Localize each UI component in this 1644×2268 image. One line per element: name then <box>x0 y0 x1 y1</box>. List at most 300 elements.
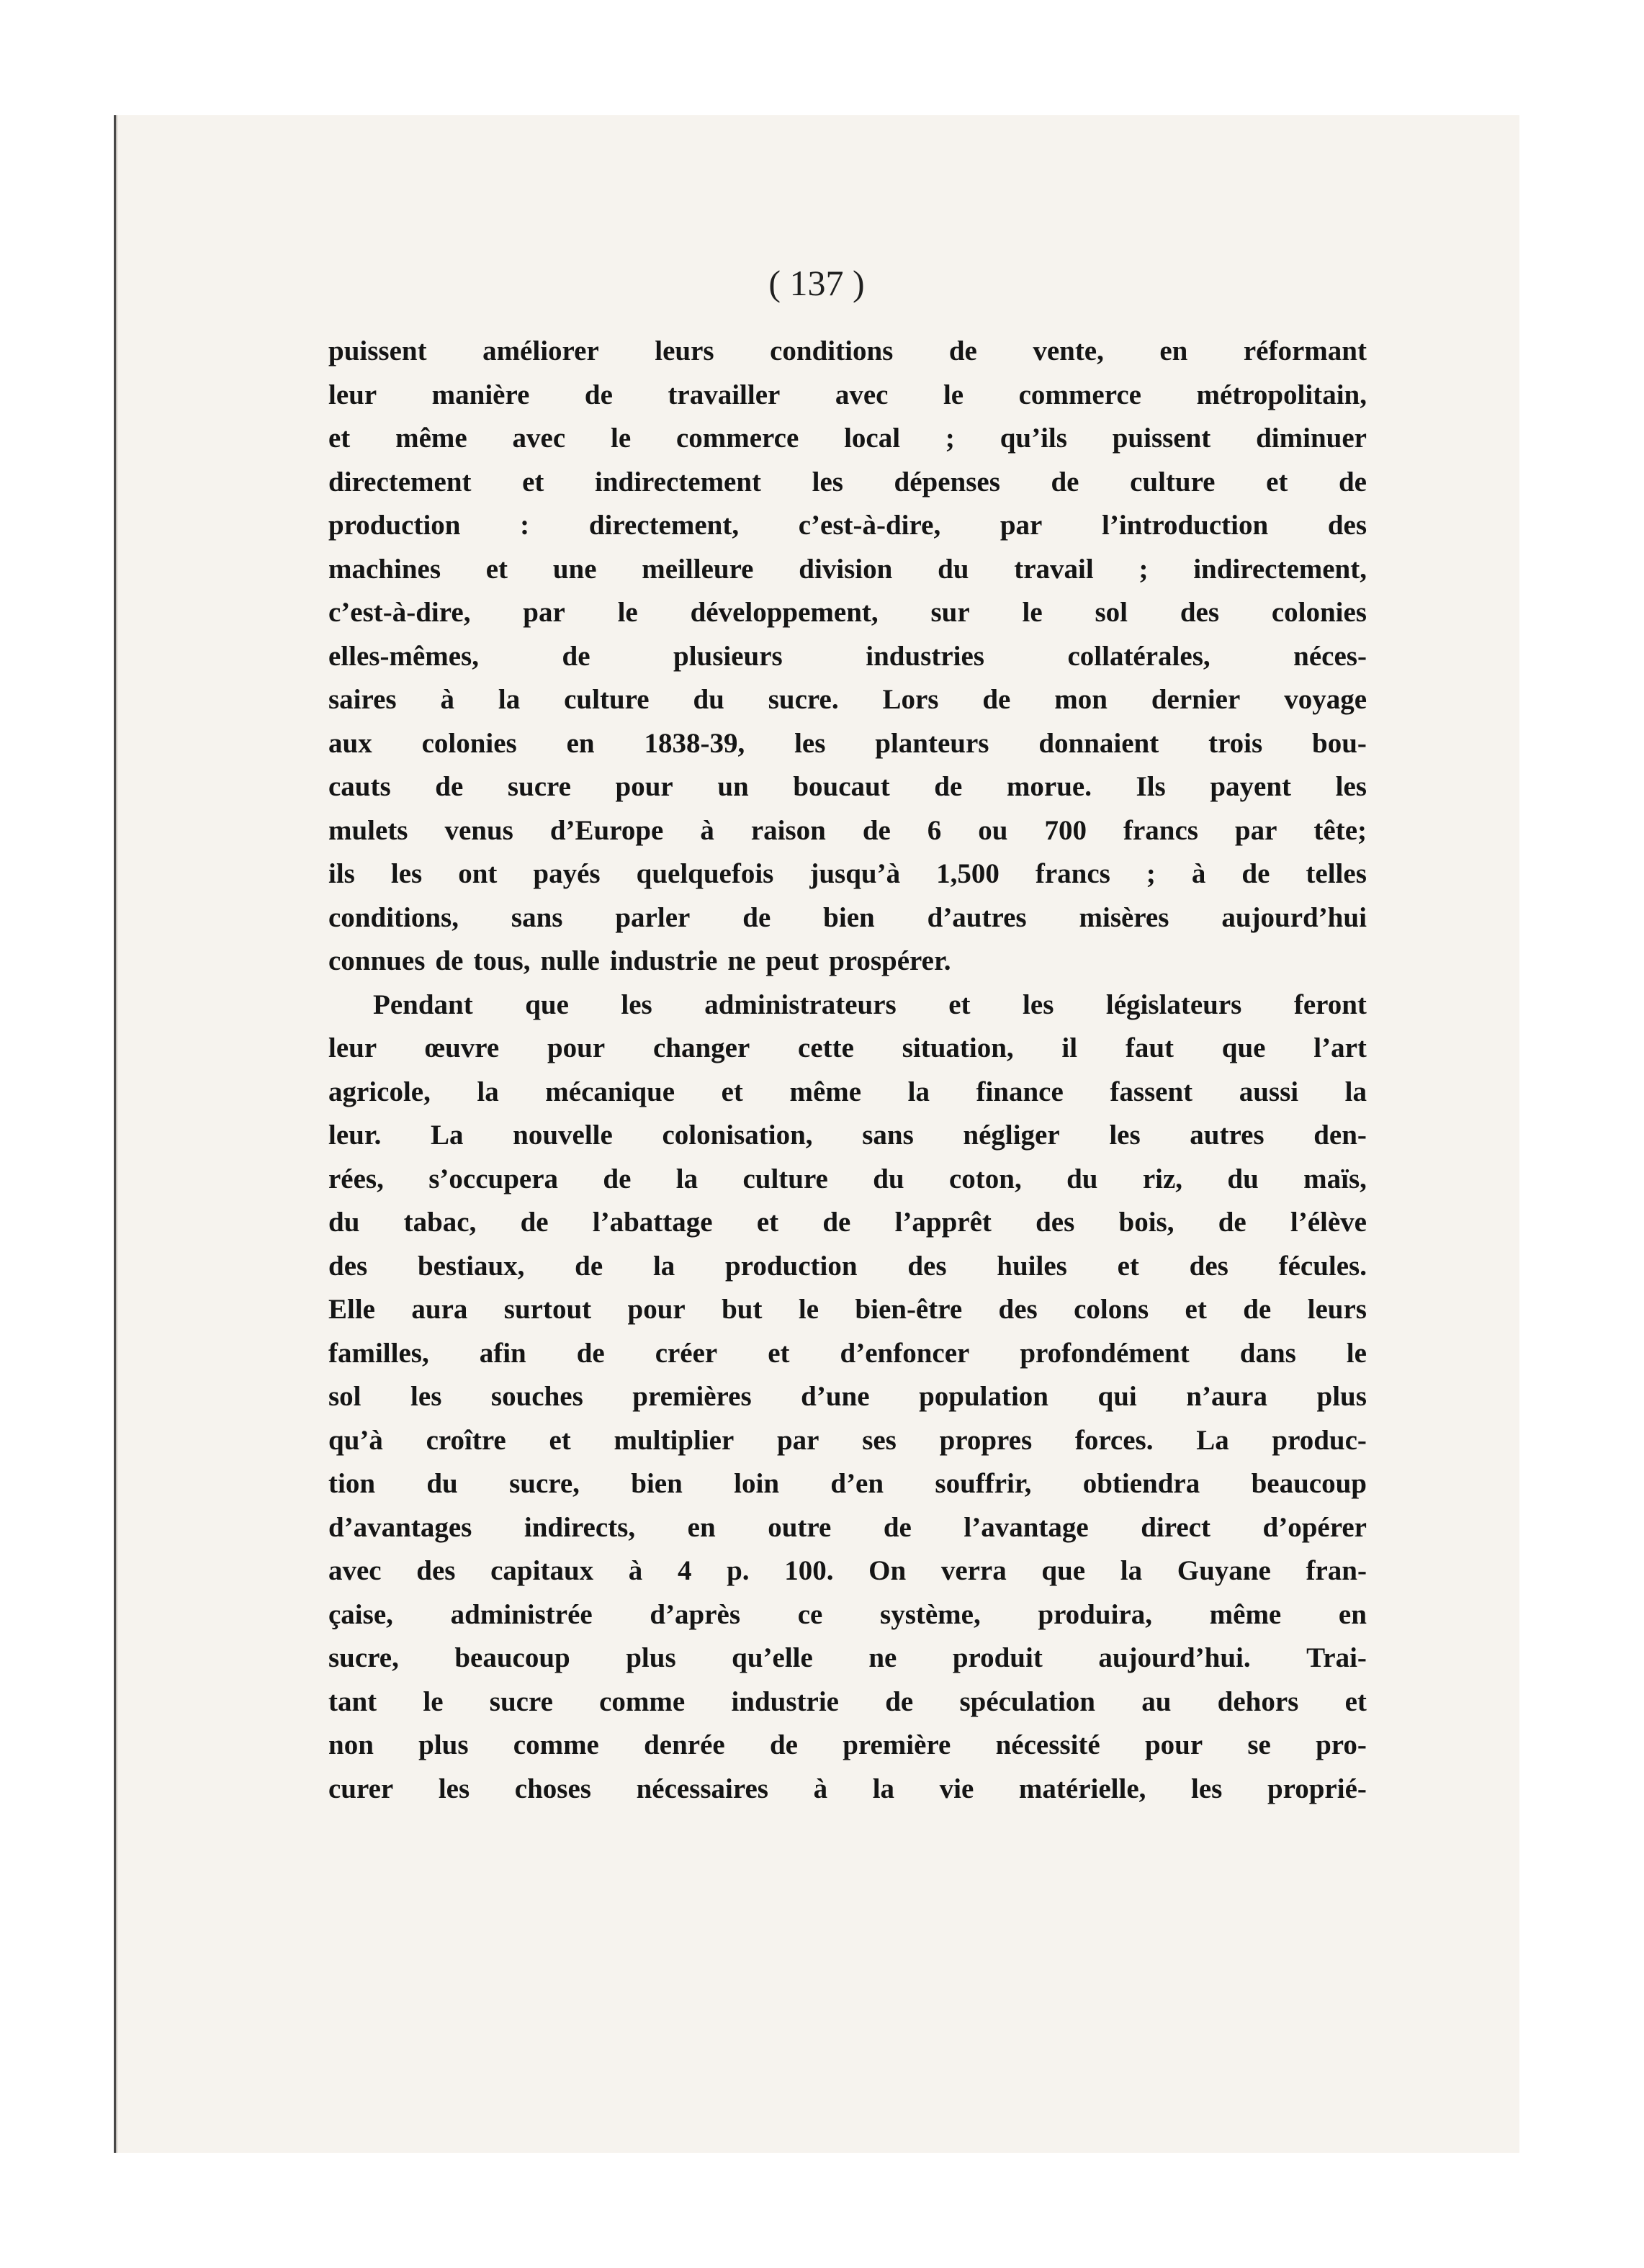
word: la <box>1120 1555 1143 1586</box>
word: qu’elle <box>732 1642 813 1673</box>
word: nouvelle <box>513 1120 613 1151</box>
word: outre <box>768 1511 832 1543</box>
word: administrateurs <box>704 989 897 1020</box>
text-line <box>328 1593 1367 1637</box>
word: du <box>1227 1163 1259 1194</box>
word: aura <box>411 1294 468 1325</box>
word: que <box>525 989 569 1020</box>
word: loin <box>734 1468 780 1499</box>
word: ; <box>1138 553 1149 585</box>
word: plus <box>418 1729 469 1760</box>
word: morue. <box>1006 771 1092 802</box>
text-line <box>328 1027 1367 1071</box>
word: aujourd’hui. <box>1098 1642 1251 1673</box>
word: à <box>628 1555 643 1586</box>
text-line <box>328 461 1367 505</box>
word: le <box>1346 1337 1367 1369</box>
word: d’en <box>830 1468 884 1499</box>
word: On <box>868 1555 907 1586</box>
word: par <box>523 597 565 628</box>
word: La <box>1196 1424 1229 1456</box>
word: travailler <box>668 379 781 410</box>
word: de <box>576 1337 605 1369</box>
word: améliorer <box>482 336 599 366</box>
word: nécessaires <box>636 1773 768 1804</box>
word: comme <box>513 1729 599 1760</box>
word: sucre, <box>509 1468 580 1499</box>
word: la <box>1344 1076 1367 1107</box>
word: d’Europe <box>549 814 664 846</box>
word: s’occupera <box>428 1163 559 1194</box>
word: d’opérer <box>1262 1511 1367 1543</box>
word: négliger <box>963 1120 1060 1151</box>
word: de <box>520 1207 549 1238</box>
word: choses <box>514 1773 591 1804</box>
text-line <box>328 940 1367 984</box>
text-line <box>328 1375 1367 1419</box>
word: faut <box>1125 1032 1174 1063</box>
word: tabac, <box>403 1207 477 1238</box>
word: des <box>1036 1207 1075 1238</box>
word: telles <box>1306 858 1367 889</box>
word: néces- <box>1293 640 1367 672</box>
word: les <box>812 466 843 498</box>
word: de <box>1338 466 1367 498</box>
word: l’art <box>1313 1032 1367 1063</box>
word: avec <box>835 379 889 410</box>
word: diminuer <box>1256 423 1367 454</box>
word: pour <box>615 771 673 802</box>
word: nulle <box>540 945 600 976</box>
word: colonies <box>1271 597 1367 628</box>
word: qu’à <box>328 1424 383 1456</box>
word: les <box>1023 989 1054 1020</box>
word: 100. <box>784 1555 834 1586</box>
text-line <box>328 1114 1367 1158</box>
word: développement, <box>690 597 879 628</box>
word: bestiaux, <box>417 1250 525 1282</box>
word: la <box>907 1076 930 1107</box>
word: den- <box>1313 1120 1367 1151</box>
word: du <box>1066 1163 1098 1194</box>
word: riz, <box>1142 1163 1183 1194</box>
word: cette <box>798 1032 854 1063</box>
word: première <box>843 1729 951 1760</box>
text-line <box>328 1637 1367 1680</box>
word: mécanique <box>545 1076 675 1107</box>
word: même <box>1209 1598 1282 1630</box>
word: produira, <box>1038 1598 1152 1630</box>
word: indirectement, <box>1193 553 1367 585</box>
word: des <box>416 1555 456 1586</box>
word: et <box>1266 466 1288 498</box>
word: local <box>844 423 901 454</box>
word: de <box>885 1686 914 1717</box>
word: la <box>477 1076 499 1107</box>
word: l’abattage <box>592 1207 713 1238</box>
word: trois <box>1208 727 1263 759</box>
word: le <box>798 1294 819 1325</box>
word: colonisation, <box>662 1120 813 1151</box>
word: c’est-à-dire, <box>328 597 471 628</box>
word: de <box>948 336 977 366</box>
word: payés <box>533 858 601 889</box>
word: plusieurs <box>673 640 783 672</box>
text-line <box>328 852 1367 896</box>
text-line <box>328 1462 1367 1506</box>
word: division <box>799 553 893 585</box>
word: jusqu’à <box>809 858 901 889</box>
word: sol <box>328 1381 361 1412</box>
text-line <box>328 896 1367 940</box>
word: du <box>938 553 969 585</box>
word: : <box>520 510 530 541</box>
word: et <box>756 1207 779 1238</box>
word: de <box>575 1250 603 1282</box>
word: francs <box>1035 858 1110 889</box>
text-line <box>328 1332 1367 1376</box>
word: de <box>1241 858 1270 889</box>
word: leur <box>328 1032 377 1063</box>
word: produc- <box>1272 1424 1367 1456</box>
word: l’introduction <box>1102 510 1269 541</box>
word: de <box>934 771 963 802</box>
word: sans <box>511 901 563 933</box>
word: à <box>700 814 714 846</box>
word: que <box>1221 1032 1266 1063</box>
word: 6 <box>927 814 942 846</box>
word: La <box>430 1120 464 1151</box>
word: le <box>943 379 964 410</box>
word: ne <box>727 945 756 976</box>
word: du <box>426 1468 458 1499</box>
word: direct <box>1141 1511 1210 1543</box>
word: obtiendra <box>1082 1468 1200 1499</box>
text-line <box>328 1506 1367 1550</box>
word: situation, <box>902 1032 1014 1063</box>
word: saires <box>328 684 397 715</box>
word: puissent <box>1112 423 1211 454</box>
word: industries <box>866 640 984 672</box>
word: maïs, <box>1303 1163 1367 1194</box>
word: voyage <box>1284 684 1367 715</box>
word: culture <box>1130 466 1216 498</box>
word: manière <box>431 379 530 410</box>
word: directement, <box>588 510 740 541</box>
text-line <box>328 374 1367 418</box>
word: il <box>1061 1032 1078 1063</box>
word: raison <box>750 814 826 846</box>
word: meilleure <box>642 553 754 585</box>
word: Pendant <box>373 989 473 1020</box>
word: peut <box>765 945 819 976</box>
word: leur <box>328 379 377 410</box>
word: indirects, <box>524 1511 636 1543</box>
word: réformant <box>1243 336 1367 366</box>
word: population <box>919 1381 1048 1412</box>
word: les <box>794 727 826 759</box>
text-line <box>328 1071 1367 1115</box>
word: d’enfoncer <box>840 1337 970 1369</box>
word: fassent <box>1110 1076 1193 1107</box>
text-line <box>328 1158 1367 1202</box>
word: le <box>610 423 632 454</box>
word: en <box>566 727 595 759</box>
word: de <box>769 1729 798 1760</box>
word: l’apprêt <box>894 1207 992 1238</box>
word: souffrir, <box>935 1468 1032 1499</box>
word: de <box>1243 1294 1272 1325</box>
word: le <box>1022 597 1043 628</box>
word: créer <box>655 1337 718 1369</box>
word: Trai- <box>1306 1642 1367 1673</box>
text-line <box>328 1680 1367 1724</box>
word: administrée <box>450 1598 593 1630</box>
word: à <box>1191 858 1206 889</box>
word: sucre, <box>328 1642 399 1673</box>
text-line <box>328 504 1367 548</box>
word: de <box>435 945 464 976</box>
word: des <box>1327 510 1367 541</box>
word: feront <box>1293 989 1367 1020</box>
word: forces. <box>1074 1424 1154 1456</box>
text-line <box>328 722 1367 766</box>
word: Ils <box>1136 771 1166 802</box>
word: la <box>675 1163 699 1194</box>
word: 4 <box>677 1555 692 1586</box>
word: vie <box>939 1773 974 1804</box>
word: et <box>1185 1294 1207 1325</box>
text-line <box>328 330 1367 374</box>
word: en <box>1338 1598 1367 1630</box>
word: conditions, <box>328 901 459 933</box>
word: du <box>873 1163 904 1194</box>
word: comme <box>599 1686 686 1717</box>
word: dépenses <box>894 466 1000 498</box>
word: parler <box>615 901 691 933</box>
word: fécules. <box>1278 1250 1367 1282</box>
word: et <box>549 1424 571 1456</box>
word: huiles <box>997 1250 1067 1282</box>
word: de <box>883 1511 912 1543</box>
word: surtout <box>503 1294 592 1325</box>
word: donnaient <box>1038 727 1159 759</box>
word: pro- <box>1316 1729 1367 1760</box>
word: se <box>1247 1729 1271 1760</box>
word: culture <box>742 1163 828 1194</box>
word: cauts <box>328 771 391 802</box>
word: leurs <box>655 336 714 366</box>
word: capitaux <box>490 1555 594 1586</box>
word: d’après <box>650 1598 741 1630</box>
word: pour <box>547 1032 606 1063</box>
word: bien-être <box>855 1294 963 1325</box>
word: production <box>725 1250 858 1282</box>
word: p. <box>727 1555 750 1586</box>
word: et <box>485 553 508 585</box>
word: planteurs <box>875 727 989 759</box>
word: à <box>440 684 454 715</box>
word: beaucoup <box>1251 1468 1367 1499</box>
word: des <box>328 1250 368 1282</box>
word: 1838-39, <box>644 727 745 759</box>
word: venus <box>444 814 513 846</box>
word: rées, <box>328 1163 384 1194</box>
word: les <box>410 1381 442 1412</box>
word: machines <box>328 553 441 585</box>
word: et <box>948 989 971 1020</box>
scanned-page <box>114 115 1519 2153</box>
word: ; <box>945 423 955 454</box>
word: nécessité <box>995 1729 1100 1760</box>
word: ce <box>797 1598 823 1630</box>
text-line <box>328 1768 1367 1812</box>
word: changer <box>652 1032 750 1063</box>
word: culture <box>564 684 650 715</box>
word: au <box>1141 1686 1172 1717</box>
text-line <box>328 1419 1367 1463</box>
word: Guyane <box>1177 1555 1271 1586</box>
word: connues <box>328 945 426 976</box>
word: une <box>552 553 597 585</box>
word: indirectement <box>595 466 762 498</box>
word: agricole, <box>328 1076 431 1107</box>
text-line <box>328 1201 1367 1245</box>
word: bien <box>631 1468 683 1499</box>
word: par <box>1000 510 1043 541</box>
word: sur <box>930 597 970 628</box>
word: fran- <box>1306 1555 1367 1586</box>
word: c’est-à-dire, <box>798 510 941 541</box>
word: par <box>776 1424 819 1456</box>
word: produit <box>952 1642 1043 1673</box>
word: prospérer. <box>829 945 951 976</box>
word: du <box>328 1207 360 1238</box>
word: leur. <box>328 1120 382 1151</box>
word: commerce <box>1018 379 1141 410</box>
word: des <box>907 1250 947 1282</box>
word: coton, <box>948 1163 1022 1194</box>
word: curer <box>328 1773 394 1804</box>
word: le <box>617 597 638 628</box>
word: souches <box>490 1381 583 1412</box>
word: proprié- <box>1267 1773 1367 1804</box>
word: bou- <box>1312 727 1367 759</box>
word: et <box>522 466 544 498</box>
word: croître <box>426 1424 506 1456</box>
text-line <box>328 591 1367 635</box>
word: aujourd’hui <box>1221 901 1367 933</box>
word: de <box>742 901 771 933</box>
word: premières <box>632 1381 752 1412</box>
word: quelquefois <box>636 858 774 889</box>
word: colons <box>1074 1294 1149 1325</box>
word: avec <box>328 1555 382 1586</box>
word: en <box>687 1511 716 1543</box>
word: qui <box>1097 1381 1137 1412</box>
text-line <box>328 809 1367 853</box>
word: spéculation <box>959 1686 1095 1717</box>
text-line <box>328 417 1367 461</box>
word: œuvre <box>424 1032 500 1063</box>
word: système, <box>880 1598 981 1630</box>
text-line <box>328 1549 1367 1593</box>
word: du <box>693 684 724 715</box>
word: tion <box>328 1468 376 1499</box>
word: beaucoup <box>454 1642 570 1673</box>
word: de <box>1051 466 1079 498</box>
word: çaise, <box>328 1598 393 1630</box>
word: métropolitain, <box>1196 379 1367 410</box>
word: elles-mêmes, <box>328 640 479 672</box>
word: et <box>1117 1250 1139 1282</box>
word: et <box>721 1076 743 1107</box>
text-line <box>328 635 1367 679</box>
word: pour <box>1144 1729 1203 1760</box>
page-number: ( 137 ) <box>768 263 865 303</box>
word: francs <box>1123 814 1198 846</box>
word: afin <box>479 1337 526 1369</box>
text-line <box>328 1245 1367 1289</box>
word: sol <box>1095 597 1128 628</box>
word: collatérales, <box>1067 640 1210 672</box>
word: le <box>423 1686 444 1717</box>
word: Elle <box>328 1294 375 1325</box>
word: la <box>652 1250 675 1282</box>
word: industrie <box>609 945 718 976</box>
word: des <box>1189 1250 1228 1282</box>
word: même <box>395 423 467 454</box>
word: dans <box>1239 1337 1296 1369</box>
word: travail <box>1014 553 1094 585</box>
word: pour <box>627 1294 686 1325</box>
word: n’aura <box>1186 1381 1267 1412</box>
text-line <box>328 678 1367 722</box>
word: sucre. <box>768 684 839 715</box>
word: plus <box>1316 1381 1367 1412</box>
word: de <box>562 640 590 672</box>
word: familles, <box>328 1337 429 1369</box>
word: ou <box>978 814 1008 846</box>
word: bois, <box>1118 1207 1174 1238</box>
word: sans <box>862 1120 914 1151</box>
word: profondément <box>1020 1337 1190 1369</box>
word: finance <box>976 1076 1064 1107</box>
text-line <box>328 548 1367 592</box>
word: verra <box>940 1555 1007 1586</box>
word: les <box>1109 1120 1141 1151</box>
word: l’élève <box>1290 1207 1367 1238</box>
word: de <box>822 1207 851 1238</box>
word: vente, <box>1033 336 1104 366</box>
word: tant <box>328 1686 377 1717</box>
word: propres <box>939 1424 1033 1456</box>
word: tous, <box>473 945 531 976</box>
word: l’avantage <box>964 1511 1089 1543</box>
word: de <box>862 814 891 846</box>
word: boucaut <box>793 771 890 802</box>
text-line <box>328 1724 1367 1768</box>
word: denrée <box>644 1729 725 1760</box>
word: sucre <box>489 1686 553 1717</box>
word: commerce <box>675 423 799 454</box>
text-line <box>328 984 1367 1027</box>
word: mon <box>1054 684 1108 715</box>
word: des <box>1180 597 1219 628</box>
word: en <box>1159 336 1188 366</box>
word: avec <box>512 423 566 454</box>
word: ils <box>328 858 355 889</box>
